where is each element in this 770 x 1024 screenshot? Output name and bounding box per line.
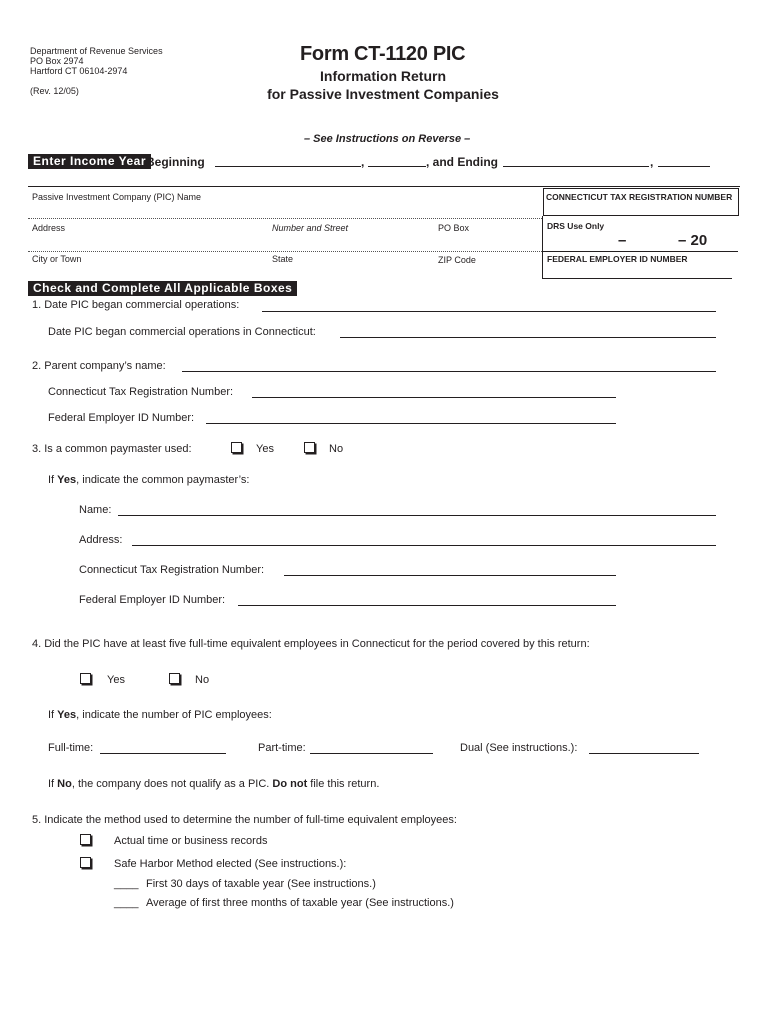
q4-label: 4. Did the PIC have at least five full-time equivalent employees in Connecticut for the period covered by this return: <box>32 638 590 650</box>
drs-use-only-label: DRS Use Only <box>547 221 605 231</box>
q3-yes-checkbox[interactable] <box>231 442 242 453</box>
department-name: Department of Revenue Services <box>30 46 163 56</box>
q5-actual-time-checkbox[interactable] <box>80 834 91 845</box>
form-title: Form CT-1120 PIC <box>300 43 466 65</box>
paymaster-name-field[interactable] <box>118 515 716 516</box>
department-pobox: PO Box 2974 <box>30 56 84 66</box>
fein-label: FEDERAL EMPLOYER ID NUMBER <box>547 254 688 264</box>
drs-year: – 20 <box>678 232 708 249</box>
ct-reg-label: CONNECTICUT TAX REGISTRATION NUMBER <box>546 192 733 202</box>
parent-name-field[interactable] <box>182 371 716 372</box>
ct-reg-box[interactable] <box>543 188 739 216</box>
q1b-date-field[interactable] <box>340 337 716 338</box>
ending-label: , and Ending <box>426 155 498 169</box>
comma: , <box>650 155 654 169</box>
paymaster-fein-label: Federal Employer ID Number: <box>79 594 226 606</box>
q3-label: 3. Is a common paymaster used: <box>32 443 192 455</box>
q5-safe-harbor-label: Safe Harbor Method elected (See instructions.): <box>114 858 347 870</box>
q3-yes-label: Yes <box>256 443 274 455</box>
q5-sub1-label: First 30 days of taxable year (See instructions.) <box>146 878 376 890</box>
po-box-label: PO Box <box>438 223 470 233</box>
part-time-label: Part-time: <box>258 742 306 754</box>
paymaster-name-label: Name: <box>79 504 112 516</box>
q5-label: 5. Indicate the method used to determine the number of full-time equivalent employees: <box>32 814 457 826</box>
q4-yes-label: Yes <box>107 674 125 686</box>
city-town-label: City or Town <box>32 254 82 264</box>
q1b-label: Date PIC began commercial operations in Connecticut: <box>48 326 316 338</box>
address-label: Address <box>32 223 66 233</box>
paymaster-ct-reg-label: Connecticut Tax Registration Number: <box>79 564 265 576</box>
number-street-label: Number and Street <box>272 223 349 233</box>
q4-no-label: No <box>195 674 210 686</box>
q3-no-checkbox[interactable] <box>304 442 315 453</box>
full-time-label: Full-time: <box>48 742 94 754</box>
q5-sub2-label: Average of first three months of taxable year (See instructions.) <box>146 897 454 909</box>
q5-safe-harbor-checkbox[interactable] <box>80 857 91 868</box>
q4-yes-checkbox[interactable] <box>80 673 91 684</box>
section-header: Check and Complete All Applicable Boxes <box>28 281 297 296</box>
q1-label: 1. Date PIC began commercial operations: <box>32 299 240 311</box>
q5-actual-time-label: Actual time or business records <box>114 835 268 847</box>
department-city: Hartford CT 06104-2974 <box>30 66 128 76</box>
paymaster-address-label: Address: <box>79 534 123 546</box>
q2-label: 2. Parent company’s name: <box>32 360 166 372</box>
pic-name-label: Passive Investment Company (PIC) Name <box>32 192 202 202</box>
parent-fein-field[interactable] <box>206 423 616 424</box>
income-year-label: Enter Income Year <box>28 154 151 169</box>
ending-date-field[interactable] <box>503 166 649 167</box>
beginning-label: Beginning <box>146 155 205 169</box>
drs-dash: – <box>618 232 627 249</box>
paymaster-ct-reg-field[interactable] <box>284 575 616 576</box>
paymaster-address-field[interactable] <box>132 545 716 546</box>
beginning-year-field[interactable] <box>368 166 426 167</box>
zip-code-label: ZIP Code <box>438 255 476 265</box>
revision-date: (Rev. 12/05) <box>30 86 79 96</box>
q3-no-label: No <box>329 443 344 455</box>
full-time-field[interactable] <box>100 753 226 754</box>
dual-label: Dual (See instructions.): <box>460 742 578 754</box>
see-instructions: – See Instructions on Reverse – <box>304 133 471 145</box>
beginning-date-field[interactable] <box>215 166 361 167</box>
parent-ct-reg-field[interactable] <box>252 397 616 398</box>
form-subtitle-1: Information Return <box>320 68 446 84</box>
q5-sub1-blank[interactable]: ____ <box>114 878 139 890</box>
state-label: State <box>272 254 294 264</box>
paymaster-fein-field[interactable] <box>238 605 616 606</box>
q2-fein-label: Federal Employer ID Number: <box>48 412 195 424</box>
q1-date-field[interactable] <box>262 311 716 312</box>
part-time-field[interactable] <box>310 753 433 754</box>
comma: , <box>361 155 365 169</box>
dual-field[interactable] <box>589 753 699 754</box>
q4-if-no-text: If No, the company does not qualify as a PIC. Do not file this return. <box>48 778 380 790</box>
ending-year-field[interactable] <box>658 166 710 167</box>
q3-if-yes-text: If Yes, indicate the common paymaster’s: <box>48 474 250 486</box>
form-subtitle-2: for Passive Investment Companies <box>267 86 499 102</box>
q4-no-checkbox[interactable] <box>169 673 180 684</box>
q2-ct-reg-label: Connecticut Tax Registration Number: <box>48 386 234 398</box>
q5-sub2-blank[interactable]: ____ <box>114 897 139 909</box>
q4-if-yes-text: If Yes, indicate the number of PIC employees: <box>48 709 272 721</box>
